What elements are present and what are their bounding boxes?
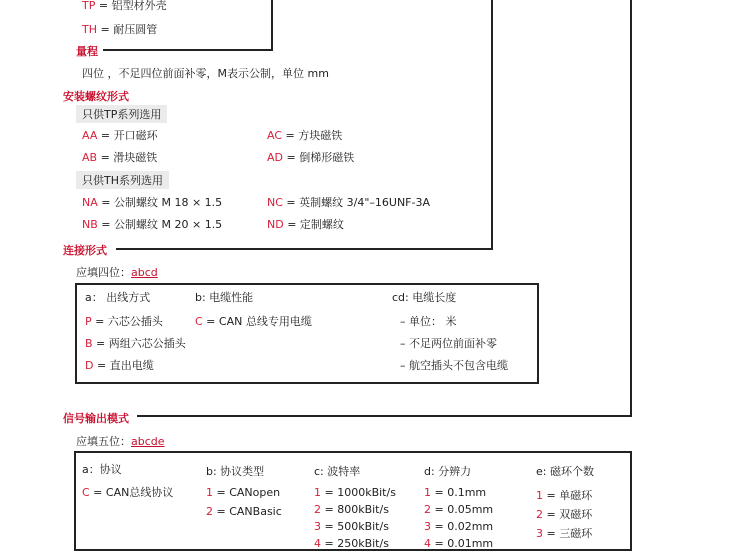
mount-item-nd: ND = 定制螺纹 — [267, 218, 344, 231]
signal-table — [74, 451, 632, 551]
mount-item-ad: AD = 倒梯形磁铁 — [267, 151, 355, 164]
signal-col-d-item: 4 = 0.01mm — [424, 537, 494, 550]
signal-col-d-head: d: 分辨力 — [424, 465, 472, 478]
connect-cd-item: – 不足两位前面补零 — [400, 337, 497, 350]
signal-col-b-item: 1 = CANopen — [206, 486, 281, 499]
mount-item-ab: AB = 滑块磁铁 — [82, 151, 158, 164]
connect-col-a-head: a： 出线方式 — [85, 291, 151, 304]
signal-col-c-item: 4 = 250kBit/s — [314, 537, 389, 550]
mount-item-nb: NB = 公制螺纹 M 20 × 1.5 — [82, 218, 223, 231]
range-desc: 四位 ，不足四位前面补零，M表示公制，单位 mm — [82, 67, 329, 80]
connect-fill-code: abcd — [131, 266, 158, 279]
bracket-line-3-horizontal — [137, 415, 632, 417]
connect-table — [75, 283, 539, 384]
bracket-line-1-vertical — [271, 0, 273, 51]
signal-col-d-item: 3 = 0.02mm — [424, 520, 494, 533]
bracket-line-1-horizontal — [103, 49, 273, 51]
connect-a-item-b: B = 两组六芯公插头 — [85, 337, 186, 350]
connect-fill: 应填四位：abcd — [76, 266, 158, 279]
mount-th-note: 只供TH系列选用 — [76, 171, 169, 189]
signal-col-e-item: 3 = 三磁环 — [536, 527, 593, 540]
material-item-th: TH = 耐压圆管 — [82, 23, 158, 36]
signal-col-e-item: 2 = 双磁环 — [536, 508, 593, 521]
connect-cd-item: – 航空插头不包含电缆 — [400, 359, 508, 372]
mount-item-nc: NC = 英制螺纹 3/4"–16UNF-3A — [267, 196, 430, 209]
mount-item-ac: AC = 方块磁铁 — [267, 129, 343, 142]
signal-col-c-item: 3 = 500kBit/s — [314, 520, 389, 533]
signal-col-b-head: b: 协议类型 — [206, 465, 265, 478]
material-desc: 耐压圆管 — [113, 23, 158, 36]
connect-title: 连接形式 — [63, 244, 107, 257]
signal-col-d-item: 2 = 0.05mm — [424, 503, 494, 516]
signal-col-c-item: 2 = 800kBit/s — [314, 503, 389, 516]
mount-tp-note: 只供TP系列选用 — [76, 105, 167, 123]
material-desc: 铝型材外壳 — [111, 0, 167, 12]
connect-a-item-d: D = 直出电缆 — [85, 359, 154, 372]
signal-col-a-head: a：协议 — [82, 463, 122, 476]
mount-item-na: NA = 公制螺纹 M 18 × 1.5 — [82, 196, 223, 209]
connect-b-item-c: C = CAN 总线专用电缆 — [195, 315, 312, 328]
signal-fill: 应填五位：abcde — [76, 435, 165, 448]
signal-col-a-item: C = CAN总线协议 — [82, 486, 174, 499]
signal-col-d-item: 1 = 0.1mm — [424, 486, 487, 499]
bracket-line-3-vertical — [630, 0, 632, 417]
connect-col-b-head: b: 电缆性能 — [195, 291, 254, 304]
connect-a-item-p: P = 六芯公插头 — [85, 315, 163, 328]
material-item-tp: TP = 铝型材外壳 — [82, 0, 167, 12]
signal-col-e-item: 1 = 单磁环 — [536, 489, 593, 502]
material-code: TP — [82, 0, 96, 12]
mount-item-aa: AA = 开口磁环 — [82, 129, 158, 142]
bracket-line-2-vertical — [491, 0, 493, 250]
mount-title: 安装螺纹形式 — [63, 90, 129, 103]
signal-col-c-head: c: 波特率 — [314, 465, 361, 478]
signal-col-e-head: e: 磁环个数 — [536, 465, 594, 478]
signal-title: 信号输出模式 — [63, 412, 129, 425]
range-title: 量程 — [76, 45, 98, 58]
material-code: TH — [82, 23, 97, 36]
signal-col-c-item: 1 = 1000kBit/s — [314, 486, 396, 499]
signal-fill-code: abcde — [131, 435, 165, 448]
signal-col-b-item: 2 = CANBasic — [206, 505, 282, 518]
bracket-line-2-horizontal — [116, 248, 493, 250]
connect-col-cd-head: cd: 电缆长度 — [392, 291, 457, 304]
connect-cd-item: – 单位： 米 — [400, 315, 457, 328]
